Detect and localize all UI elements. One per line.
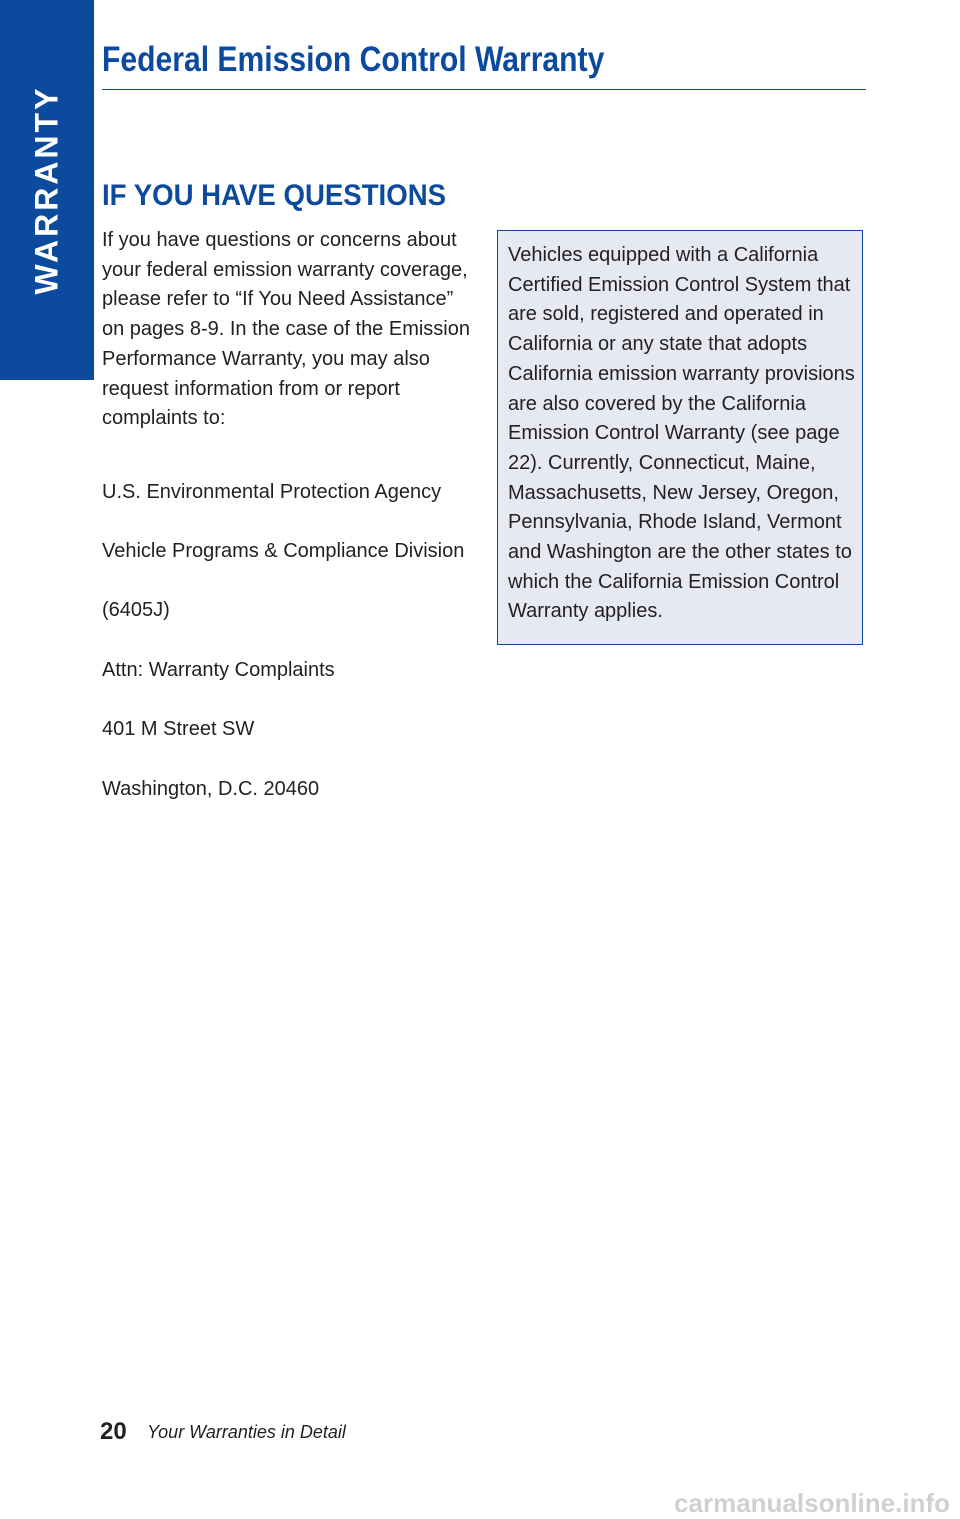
address-line: 401 M Street SW: [102, 718, 255, 741]
california-callout-box: Vehicles equipped with a California Certified Emission Control System that are sold, registered and operated in California or any state that adopts California emission warranty provisions are also covered by the California Emission Control Warranty (see page 22). Currently, Connecticut, Maine, Massachusetts, New Jersey, Oregon, Pennsylvania, Rhode Island, Vermont and Washington are the other states to which the California Emission Control Warranty applies.: [497, 230, 863, 645]
page-footer: [100, 1418, 346, 1446]
address-line: (6405J): [102, 599, 170, 622]
section-heading: IF YOU HAVE QUESTIONS: [102, 179, 447, 212]
side-tab: [0, 0, 94, 380]
address-line: U.S. Environmental Protection Agency: [102, 480, 442, 503]
watermark: carmanualsonline.info: [674, 1488, 950, 1518]
title-divider: [102, 89, 866, 90]
page-number: 20: [100, 1418, 127, 1445]
intro-paragraph: If you have questions or concerns about your federal emission warranty coverage, please refer to “If You Need Assistance” on pages 8-9. In the case of the Emission Performance Warranty, you may also request information from or report complaints to:: [102, 229, 470, 430]
footer-text: Your Warranties in Detail: [147, 1421, 346, 1442]
left-column: [102, 226, 472, 848]
address-block: [102, 448, 472, 834]
page-title: Federal Emission Control Warranty: [102, 40, 605, 79]
address-line: Washington, D.C. 20460: [102, 777, 320, 800]
address-line: Attn: Warranty Complaints: [102, 658, 335, 681]
address-line: Vehicle Programs & Compliance Division: [102, 540, 465, 563]
side-tab-label: WARRANTY: [28, 85, 65, 295]
